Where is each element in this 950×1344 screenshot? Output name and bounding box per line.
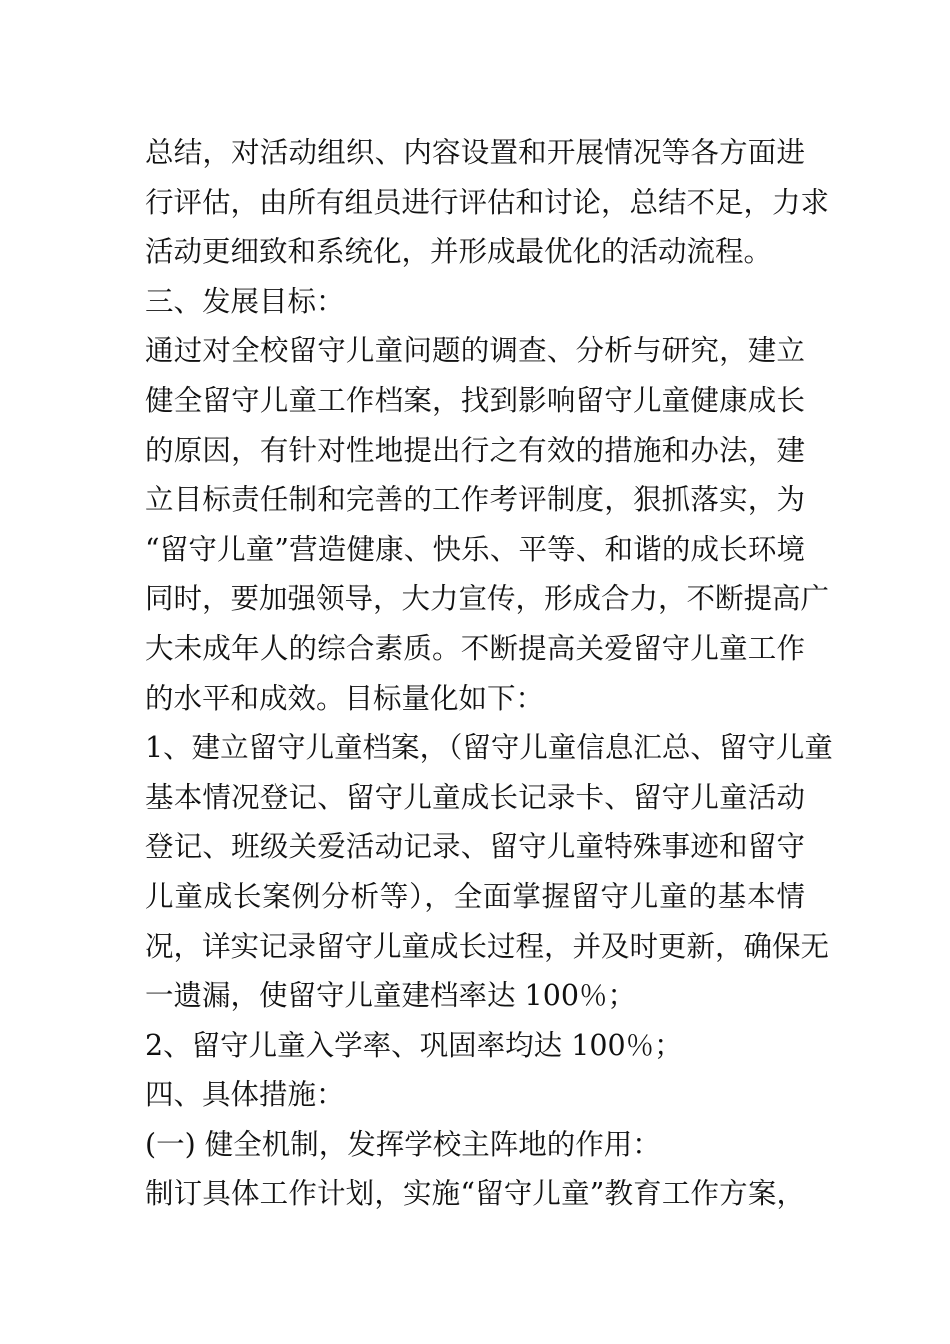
paragraph-line: “留守儿童”营造健康、快乐、平等、和谐的成长环境 [145, 532, 805, 566]
document-body [145, 128, 833, 1219]
paragraph-line: 行评估，由所有组员进行评估和讨论，总结不足，力求 [145, 185, 830, 219]
paragraph-line: 通过对全校留守儿童问题的调查、分析与研究，建立 [145, 334, 805, 368]
list-item-line: 儿童成长案例分析等），全面掌握留守儿童的基本情 [145, 879, 805, 913]
list-item-line: 况，详实记录留守儿童成长过程，并及时更新，确保无 [145, 929, 830, 963]
list-item-line: 2、留守儿童入学率、巩固率均达 100％； [145, 1028, 683, 1062]
paragraph-line: 健全留守儿童工作档案，找到影响留守儿童健康成长 [145, 383, 805, 417]
list-item-line: 一遗漏，使留守儿童建档率达 100％； [145, 979, 636, 1013]
paragraph-line: 制订具体工作计划，实施“留守儿童”教育工作方案， [145, 1177, 805, 1211]
paragraph-line: 立目标责任制和完善的工作考评制度，狠抓落实，为 [145, 483, 805, 517]
paragraph-line: 总结，对活动组织、内容设置和开展情况等各方面进 [145, 136, 805, 169]
paragraph-line: 同时，要加强领导，大力宣传，形成合力，不断提高广 [145, 582, 830, 616]
paragraph-line: 的原因，有针对性地提出行之有效的措施和办法，建 [145, 433, 805, 467]
paragraph-line: 活动更细致和系统化，并形成最优化的活动流程。 [145, 235, 773, 269]
list-item-line: 基本情况登记、留守儿童成长记录卡、留守儿童活动 [145, 780, 805, 814]
list-item-line: 1、建立留守儿童档案，（留守儿童信息汇总、留守儿童 [145, 731, 833, 765]
section-heading: 三、发展目标： [145, 284, 345, 318]
list-item-line: 登记、班级关爱活动记录、留守儿童特殊事迹和留守 [145, 830, 805, 864]
section-heading: 四、具体措施： [145, 1078, 345, 1112]
paragraph-line: 的水平和成效。目标量化如下： [145, 681, 545, 715]
subsection-heading: (一) 健全机制，发挥学校主阵地的作用： [145, 1127, 661, 1161]
paragraph-line: 大未成年人的综合素质。不断提高关爱留守儿童工作 [145, 631, 805, 665]
